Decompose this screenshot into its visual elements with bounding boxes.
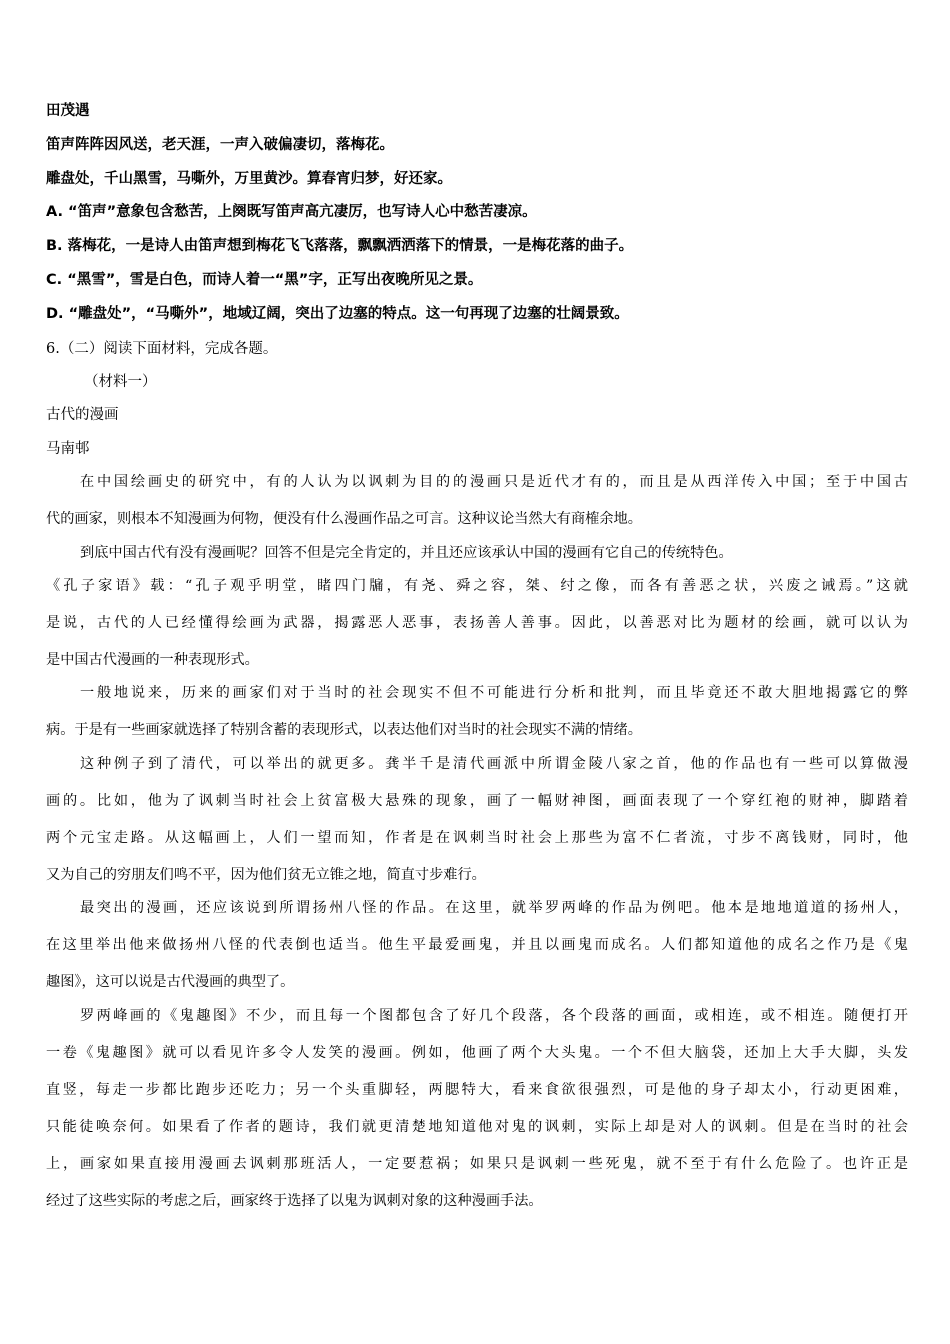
article-line: 《孔子家语》载：“孔子观乎明堂，睹四门牖，有尧、舜之容，桀、纣之像，而各有善恶之状，兴废之诫焉。”这就 <box>46 578 908 594</box>
article-line: 经过了这些实际的考虑之后，画家终于选择了以鬼为讽刺对象的这种漫画手法。 <box>46 1193 543 1209</box>
article-line: 最突出的漫画，还应该说到所谓扬州八怪的作品。在这里，就举罗两峰的作品为例吧。他本是地地道道的扬州人， <box>80 900 908 916</box>
article-title: 古代的漫画 <box>46 407 119 423</box>
article-line: 只能徒唤奈何。如果看了作者的题诗，我们就更清楚地知道他对鬼的讽刺，实际上却是对人的讽刺。但是在当时的社会 <box>46 1119 908 1135</box>
article-line: 趣图》，这可以说是古代漫画的典型了。 <box>46 974 295 990</box>
article-line: 上，画家如果直接用漫画去讽刺那班活人，一定要惹祸；如果只是讽刺一些死鬼，就不至于有什么危险了。也许正是 <box>46 1156 908 1172</box>
article-line: 这种例子到了清代，可以举出的就更多。龚半千是清代画派中所谓金陵八家之首，他的作品也有一些可以算做漫 <box>80 756 908 772</box>
option-c: C. “黑雪”，雪是白色，而诗人着一“黑”字，正写出夜晚所见之景。 <box>46 272 483 288</box>
article-line: 在中国绘画史的研究中，有的人认为以讽刺为目的的漫画只是近代才有的，而且是从西洋传入中国；至于中国古 <box>80 474 908 490</box>
article-line: 一般地说来，历来的画家们对于当时的社会现实不但不可能进行分析和批判，而且毕竟还不敢大胆地揭露它的弊 <box>80 685 908 701</box>
article-line: 一卷《鬼趣图》就可以看见许多令人发笑的漫画。例如，他画了两个大头鬼。一个不但大脑袋，还加上大手大脚，头发 <box>46 1045 908 1061</box>
poem-line-1: 笛声阵阵因风送，老天涯，一声入破偏凄切，落梅花。 <box>46 137 394 153</box>
article-line: 病。于是有一些画家就选择了特别含蓄的表现形式，以表达他们对当时的社会现实不满的情绪。 <box>46 722 642 738</box>
article-line: 在这里举出他来做扬州八怪的代表倒也适当。他生平最爱画鬼，并且以画鬼而成名。人们都知道他的成名之作乃是《鬼 <box>46 937 908 953</box>
option-a: A. “笛声”意象包含愁苦，上阕既写笛声高亢凄厉，也写诗人心中愁苦凄凉。 <box>46 204 537 220</box>
poem-line-2: 雕盘处，千山黑雪，马嘶外，万里黄沙。算春宵归梦，好还家。 <box>46 171 452 187</box>
article-line: 直竖，每走一步都比跑步还吃力；另一个头重脚轻，两腮特大，看来食欲很强烈，可是他的身子却太小，行动更困难， <box>46 1082 908 1098</box>
option-d: D. “雕盘处”，“马嘶外”，地域辽阔，突出了边塞的特点。这一句再现了边塞的壮阔景致。 <box>46 306 629 322</box>
poem-author: 田茂遇 <box>46 103 90 119</box>
material-label: （材料一） <box>84 374 157 390</box>
article-line: 又为自己的穷朋友们鸣不平，因为他们贫无立锥之地，简直寸步难行。 <box>46 867 486 883</box>
article-line: 画的。比如，他为了讽刺当时社会上贫富极大悬殊的现象，画了一幅财神图，画面表现了一个穿红袍的财神，脚踏着 <box>46 793 908 809</box>
article-line: 代的画家，则根本不知漫画为何物，便没有什么漫画作品之可言。这种议论当然大有商榷余地。 <box>46 511 642 527</box>
article-line: 是说，古代的人已经懂得绘画为武器，揭露恶人恶事，表扬善人善事。因此，以善恶对比为题材的绘画，就可以认为 <box>46 615 908 631</box>
article-line: 两个元宝走路。从这幅画上，人们一望而知，作者是在讽刺当时社会上那些为富不仁者流，寸步不离钱财，同时，他 <box>46 830 908 846</box>
article-line: 罗两峰画的《鬼趣图》不少，而且每一个图都包含了好几个段落，各个段落的画面，或相连，或不相连。随便打开 <box>80 1008 908 1024</box>
article-line: 到底中国古代有没有漫画呢？回答不但是完全肯定的，并且还应该承认中国的漫画有它自己的传统特色。 <box>80 545 733 561</box>
article-line: 是中国古代漫画的一种表现形式。 <box>46 652 259 668</box>
option-b: B. 落梅花，一是诗人由笛声想到梅花飞飞落落，飘飘洒洒落下的情景，一是梅花落的曲子。 <box>46 238 634 254</box>
question-heading: 6.（二）阅读下面材料，完成各题。 <box>46 341 278 357</box>
article-author: 马南邨 <box>46 441 90 457</box>
